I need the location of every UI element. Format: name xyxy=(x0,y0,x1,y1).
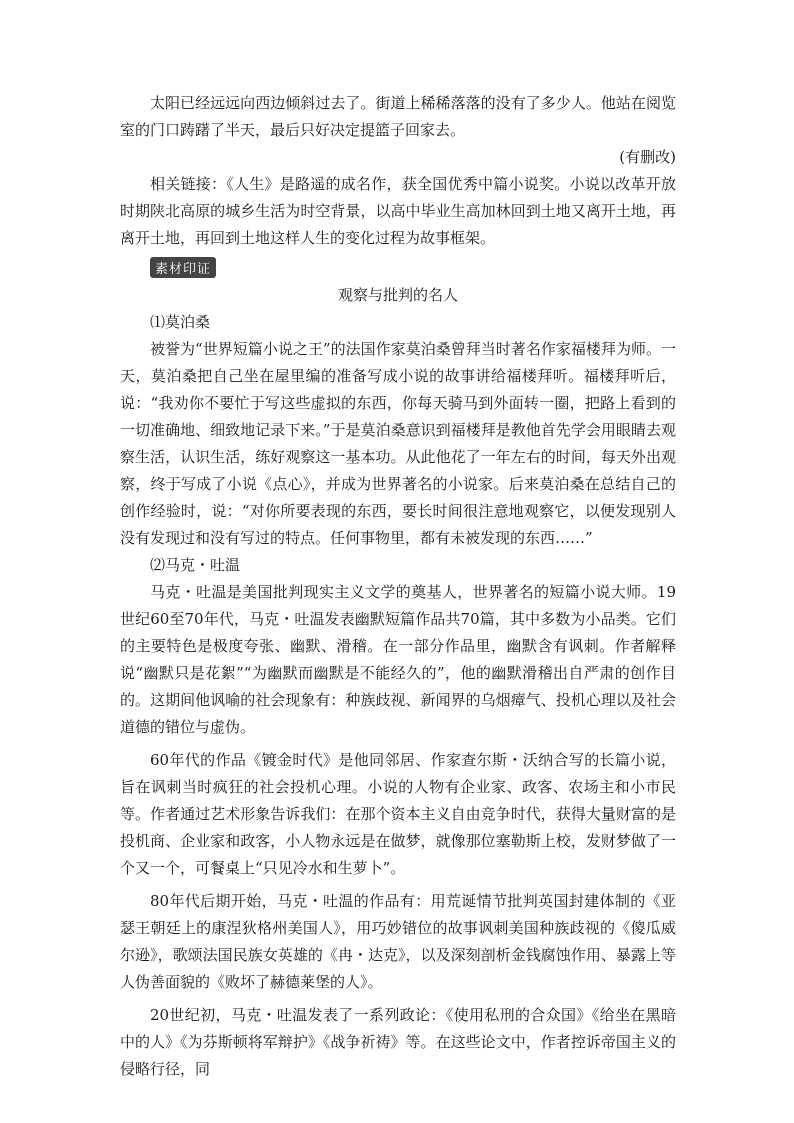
document-page xyxy=(120,90,676,1083)
subheading-mark-twain: ⑵马克・吐温 xyxy=(150,556,241,574)
story-ending-paragraph: 太阳已经远远向西边倾斜过去了。街道上稀稀落落的没有了多少人。他站在阅览室的门口踌躇了半天，最后只好决定提篮子回家去。 xyxy=(120,94,676,139)
maupassant-paragraph: 被誉为“世界短篇小说之王”的法国作家莫泊桑曾拜当时著名作家福楼拜为师。一天，莫泊桑把自己坐在屋里编的准备写成小说的故事讲给福楼拜听。福楼拜听后，说：“我劝你不要忙于写这些虚拟的东西，你每天骑马到外面转一圈，把路上看到的一切准确地、细致地记录下来。”于是莫泊桑意识到福楼拜是教他首先学会用眼睛去观察生活，认识生活，练好观察这一基本功。从此他花了一年左右的时间，每天外出观察，终于写成了小说《点心》，并成为世界著名的小说家。后来莫泊桑在总结自己的创作经验时，说：“对你所要表现的东西，要长时间很注意地观察它，以便发现别人没有发现过和没有写过的特点。任何事物里，都有未被发现的东西……” xyxy=(120,340,676,547)
twain-paragraph-4: 20世纪初，马克・吐温发表了一系列政论：《使用私刑的合众国》《给坐在黑暗中的人》《为芬斯顿将军辩护》《战争祈祷》等。在这些论文中，作者控诉帝国主义的侵略行径，同 xyxy=(120,1006,676,1078)
subheading-maupassant: ⑴莫泊桑 xyxy=(150,313,211,331)
twain-paragraph-1: 马克・吐温是美国批判现实主义文学的奠基人，世界著名的短篇小说大师。19世纪60至70年代，马克・吐温发表幽默短篇作品共70篇，其中多数为小品类。它们的主要特色是极度夸张、幽默、滑稽。在一部分作品里，幽默含有讽刺。作者解释说“幽默只是花絮”“为幽默而幽默是不能经久的”，他的幽默滑稽出自严肃的创作目的。这期间他讽喻的社会现象有：种族歧视、新闻界的乌烟瘴气、投机心理以及社会道德的错位与虚伪。 xyxy=(120,583,676,736)
badge-row xyxy=(120,252,676,282)
section-title: 观察与批判的名人 xyxy=(337,286,458,304)
related-link-paragraph: 相关链接：《人生》是路遥的成名作，获全国优秀中篇小说奖。小说以改革开放时期陕北高原的城乡生活为时空背景，以高中毕业生高加林回到土地又离开土地，再离开土地，再回到土地这样人生的变化过程为故事框架。 xyxy=(120,175,676,247)
edit-note: (有删改) xyxy=(619,148,676,166)
twain-paragraph-2: 60年代的作品《镀金时代》是他同邻居、作家查尔斯・沃纳合写的长篇小说，旨在讽刺当时疯狂的社会投机心理。小说的人物有企业家、政客、农场主和小市民等。作者通过艺术形象告诉我们：在那个资本主义自由竞争时代，获得大量财富的是投机商、企业家和政客，小人物永远是在做梦，就像那位塞勒斯上校，发财梦做了一个又一个，可餐桌上“只见冷水和生萝卜”。 xyxy=(120,751,676,877)
twain-paragraph-3: 80年代后期开始，马克・吐温的作品有：用荒诞情节批判英国封建体制的《亚瑟王朝廷上的康涅狄格州美国人》，用巧妙错位的故事讽刺美国种族歧视的《傻瓜威尔逊》，歌颂法国民族女英雄的《冉・达克》，以及深刻剖析金钱腐蚀作用、暴露上等人伪善面貌的《败坏了赫德莱堡的人》。 xyxy=(120,892,676,991)
material-badge: 素材印证 xyxy=(150,257,216,278)
